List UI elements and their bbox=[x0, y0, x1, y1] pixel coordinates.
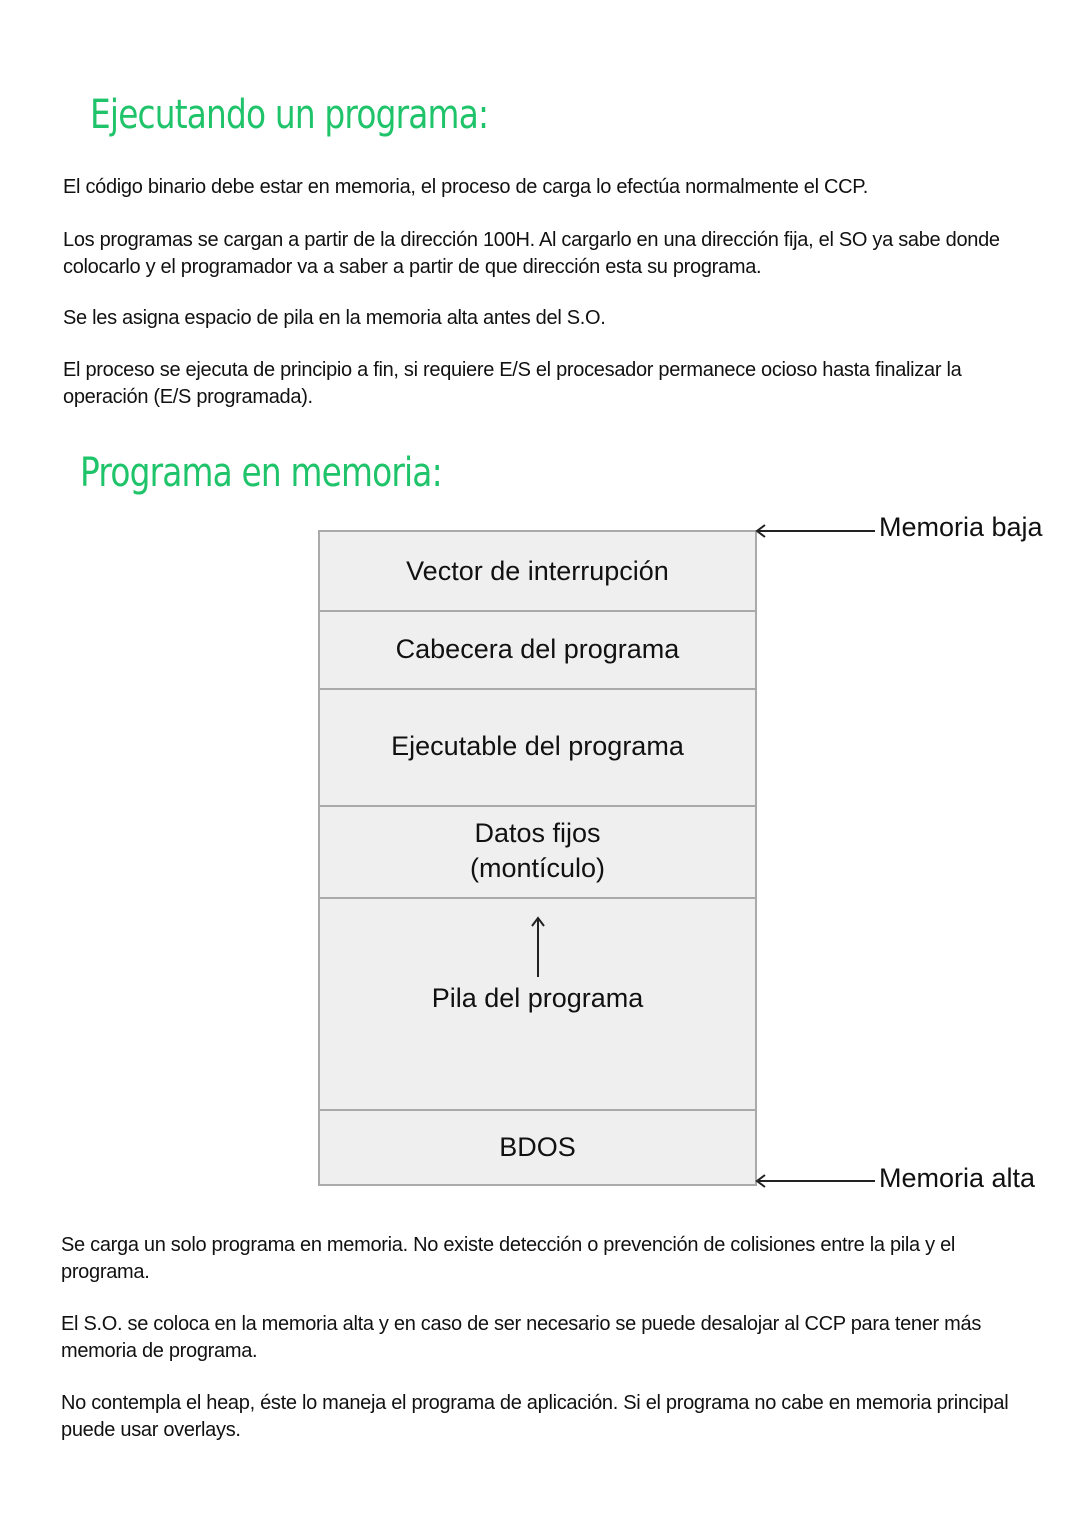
paragraph: El código binario debe estar en memoria, el proceso de carga lo efectúa normalmente el CCP. bbox=[63, 176, 869, 198]
block-label: Pila del programa bbox=[431, 983, 644, 1013]
arrow-up-icon bbox=[528, 915, 548, 979]
paragraph: El S.O. se coloca en la memoria alta y en caso de ser necesario se puede desalojar al CCP para tener más memoria de programa. bbox=[61, 1313, 982, 1362]
block-vector-interrupcion bbox=[320, 532, 755, 612]
label-memoria-alta: Memoria alta bbox=[879, 1163, 1036, 1193]
block-datos-fijos bbox=[320, 805, 755, 899]
paragraph: El proceso se ejecuta de principio a fin, si requiere E/S el procesador permanece ocioso hasta finalizar la operación (E/S programada). bbox=[63, 359, 962, 408]
paragraph: No contempla el heap, éste lo maneja el programa de aplicación. Si el programa no cabe en memoria principal puede usar overlays. bbox=[61, 1392, 1009, 1441]
block-label: Vector de interrupción bbox=[406, 555, 669, 586]
label-memoria-baja: Memoria baja bbox=[879, 512, 1043, 542]
paragraph: Se carga un solo programa en memoria. No existe detección o prevención de colisiones entre la pila y el programa. bbox=[61, 1234, 956, 1283]
block-bdos bbox=[320, 1109, 755, 1186]
paragraph: Se les asigna espacio de pila en la memoria alta antes del S.O. bbox=[63, 307, 606, 329]
block-label: Ejecutable del programa bbox=[391, 731, 684, 761]
block-label-sub: (montículo) bbox=[469, 853, 606, 883]
block-ejecutable bbox=[320, 688, 755, 807]
block-cabecera bbox=[320, 610, 755, 690]
block-label: BDOS bbox=[499, 1132, 576, 1162]
memory-diagram bbox=[318, 530, 757, 1186]
paragraph: Los programas se cargan a partir de la dirección 100H. Al cargarlo en una dirección fija, el SO ya sabe donde colocarlo y el programador va a saber a partir de que dirección esta su programa. bbox=[63, 229, 1000, 278]
section-title-ejecutando: Ejecutando un programa: bbox=[90, 92, 489, 138]
block-label: Cabecera del programa bbox=[395, 633, 680, 664]
section-title-programa-en-memoria: Programa en memoria: bbox=[80, 450, 442, 496]
block-label: Datos fijos bbox=[474, 818, 601, 848]
block-pila bbox=[320, 897, 755, 1111]
arrow-left-icon bbox=[755, 1172, 877, 1192]
arrow-left-icon bbox=[755, 522, 877, 542]
